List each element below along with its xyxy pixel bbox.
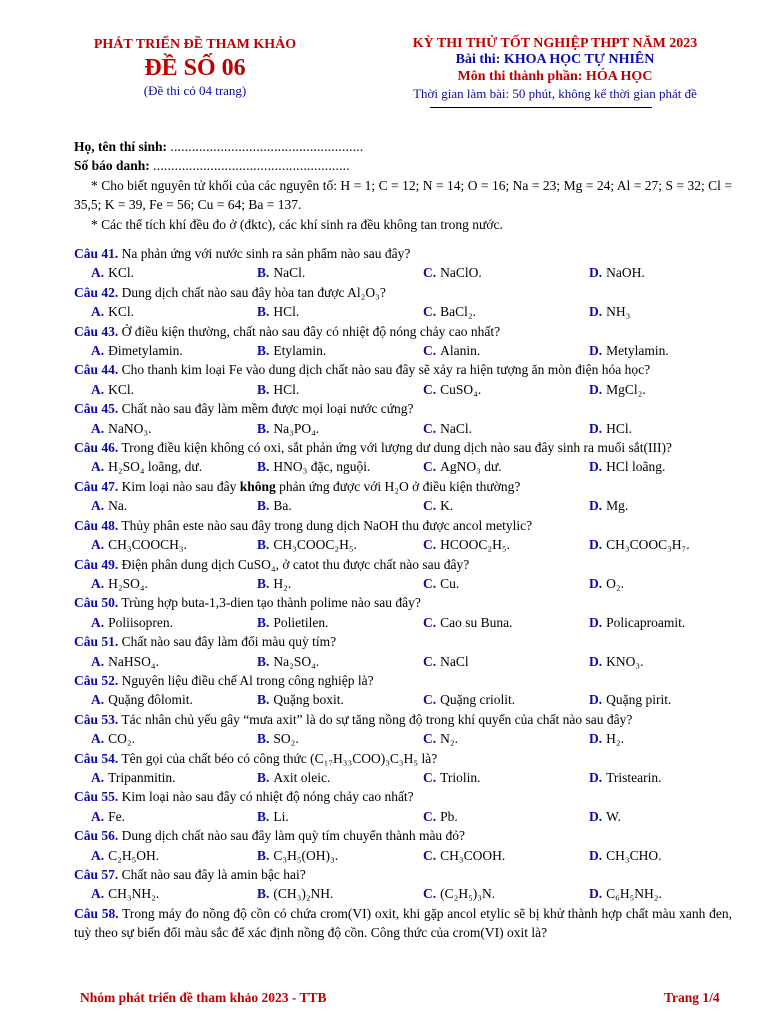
answer-option (257, 419, 423, 438)
answer-option (423, 846, 589, 865)
exam-code-title: ĐỀ SỐ 06 (144, 55, 246, 81)
option-letter: B. (257, 420, 270, 436)
question-text: Chất nào sau đây là amin bậc hai? (121, 867, 306, 882)
answer-option (257, 574, 423, 593)
option-letter: D. (589, 692, 603, 708)
answer-option (257, 884, 423, 903)
option-text: Na₃PO₄. (273, 420, 320, 436)
option-text: Axit oleic. (273, 769, 331, 785)
option-text: Etylamin. (273, 343, 327, 359)
question-number: Câu 46. (74, 440, 119, 456)
option-letter: D. (589, 420, 603, 436)
option-letter: C. (423, 381, 437, 397)
option-letter: C. (423, 653, 437, 669)
footer-group: Nhóm phát triển đề tham khảo 2023 - TTB (80, 990, 327, 1005)
option-letter: A. (91, 847, 105, 863)
option-text: Fe. (108, 808, 125, 824)
option-letter: B. (257, 808, 270, 824)
option-text: Cu. (440, 575, 460, 591)
question-stem (74, 671, 732, 690)
option-letter: C. (423, 537, 437, 553)
answer-option (423, 341, 589, 360)
option-letter: C. (423, 692, 437, 708)
option-letter: C. (423, 265, 437, 281)
answer-option (91, 768, 257, 787)
question-number: Câu 57. (74, 867, 119, 882)
answer-options (74, 496, 732, 515)
answer-option (91, 574, 257, 593)
option-text: NaClO. (440, 265, 482, 281)
question-number: Câu 53. (74, 711, 119, 727)
option-letter: B. (257, 769, 270, 785)
question-stem (74, 826, 732, 845)
question-text: phản ứng được với H₂O ở điều kiện thường? (275, 478, 521, 494)
option-letter: A. (91, 265, 105, 281)
candidate-name-label: Họ, tên thí sinh: (74, 139, 168, 154)
question-text: Điện phân dung dịch CuSO₄, ở catot thu được chất nào sau đây? (121, 556, 470, 572)
option-text: Cao su Buna. (440, 614, 513, 630)
answer-option (257, 613, 423, 632)
answer-option (257, 496, 423, 515)
question-stem (74, 399, 732, 418)
option-text: CH₃COOC₃H₇. (606, 537, 690, 553)
option-text: NH₃ (606, 304, 631, 320)
option-text: H₂. (273, 575, 292, 591)
option-text: NaCl. (273, 265, 306, 281)
answer-option (423, 807, 589, 826)
option-letter: C. (423, 847, 437, 863)
option-text: CuSO₄. (440, 381, 482, 397)
option-letter: A. (91, 381, 105, 397)
question-text: Na phản ứng với nước sinh ra sản phẩm nào sau đây? (121, 246, 411, 261)
question-text: Tên gọi của chất béo có công thức (C₁₇H₃₃COO)₃C₃H₅ là? (121, 750, 438, 766)
question-number: Câu 42. (74, 284, 119, 300)
answer-options (74, 263, 732, 282)
answer-option (589, 690, 671, 709)
option-letter: B. (257, 847, 270, 863)
answer-options (74, 613, 732, 632)
option-letter: C. (423, 731, 437, 747)
question-number: Câu 49. (74, 556, 119, 572)
answer-option (91, 729, 257, 748)
answer-options (74, 807, 732, 826)
option-letter: D. (589, 847, 603, 863)
option-text: K. (440, 498, 454, 514)
answer-option (91, 302, 257, 321)
answer-option (589, 302, 630, 321)
answer-option (91, 613, 257, 632)
answer-option (257, 341, 423, 360)
answer-option (257, 652, 423, 671)
answer-option (423, 496, 589, 515)
option-text: NaOH. (606, 265, 645, 281)
question-text: Dung dịch chất nào sau đây hòa tan được Al₂O₃? (121, 284, 386, 300)
option-letter: C. (423, 808, 437, 824)
option-letter: A. (91, 575, 105, 591)
option-text: W. (606, 808, 622, 824)
candidate-id-label: Số báo danh: (74, 158, 150, 174)
option-text: O₂. (606, 575, 624, 591)
question-number: Câu 45. (74, 401, 119, 417)
question-text: Chất nào sau đây làm đổi màu quỳ tím? (121, 634, 337, 650)
option-text: C₂H₅OH. (108, 847, 160, 863)
question-number: Câu 48. (74, 517, 119, 533)
option-letter: A. (91, 769, 105, 785)
answer-option (423, 884, 589, 903)
option-letter: D. (589, 381, 603, 397)
question-stem (74, 322, 732, 341)
answer-options (74, 535, 732, 554)
option-letter: D. (589, 886, 603, 902)
option-text: KCl. (108, 381, 135, 397)
option-text: NaCl (440, 653, 469, 669)
option-letter: A. (91, 614, 105, 630)
answer-options (74, 690, 732, 709)
answer-option (589, 729, 624, 748)
answer-option (257, 768, 423, 787)
option-letter: D. (589, 265, 603, 281)
answer-option (257, 690, 423, 709)
option-letter: D. (589, 459, 603, 475)
answer-option (257, 380, 423, 399)
option-text: HCl. (606, 420, 633, 436)
answer-options (74, 768, 732, 787)
option-text: Triolin. (440, 769, 481, 785)
option-letter: B. (257, 575, 270, 591)
option-text: Metylamin. (606, 343, 669, 359)
answer-option (91, 690, 257, 709)
option-letter: D. (589, 769, 603, 785)
answer-option (589, 652, 643, 671)
question-text: Trong máy đo nồng độ cồn có chứa crom(VI) oxit, khi gặp ancol etylic sẽ bị khử thành hợp chất màu xanh đen, tuỳ theo sự biến đổi màu sắc để xác định nồng độ cồn. Công thức của crom(VI) oxit là? (74, 905, 733, 941)
answer-option (91, 380, 257, 399)
option-letter: A. (91, 537, 105, 553)
question-number: Câu 51. (74, 634, 119, 650)
answer-options (74, 419, 732, 438)
option-letter: D. (589, 731, 603, 747)
question-number: Câu 41. (74, 246, 119, 261)
option-text: Na₂SO₄. (273, 653, 320, 669)
option-text: Pb. (440, 808, 458, 824)
answer-option (589, 613, 685, 632)
option-letter: D. (589, 653, 603, 669)
question-text: Ở điều kiện thường, chất nào sau đây có nhiệt độ nóng chảy cao nhất? (121, 323, 501, 339)
question-text: Trùng hợp buta-1,3-dien tạo thành polime nào sau đây? (121, 595, 421, 611)
candidate-name-line (74, 137, 732, 156)
question-number: Câu 56. (74, 828, 119, 844)
question-stem (74, 749, 732, 768)
option-text: HCl. (273, 381, 300, 397)
answer-option (589, 768, 662, 787)
question-number: Câu 44. (74, 362, 119, 378)
question-text: Chất nào sau đây làm mềm được mọi loại nước cứng? (121, 401, 414, 417)
header-left (70, 36, 320, 99)
question-stem (74, 904, 732, 943)
option-text: Quặng boxit. (273, 692, 344, 708)
option-letter: A. (91, 459, 105, 475)
candidate-id-fill: ....................................................... (153, 158, 350, 174)
option-text: NaCl. (440, 420, 472, 436)
option-letter: A. (91, 692, 105, 708)
answer-option (423, 457, 589, 476)
answer-option (589, 419, 632, 438)
answer-option (589, 380, 646, 399)
question-text: Trong điều kiện không có oxi, sắt phản ứng với lượng dư dung dịch nào sau đây sinh ra muối sắt(III)? (121, 440, 672, 456)
option-text: Đimetylamin. (108, 343, 183, 359)
question-number: Câu 54. (74, 750, 119, 766)
option-letter: A. (91, 731, 105, 747)
option-text: Quặng criolit. (440, 692, 516, 708)
answer-option (423, 302, 589, 321)
option-letter: C. (423, 459, 437, 475)
answer-option (91, 884, 257, 903)
answer-options (74, 846, 732, 865)
option-text: Mg. (606, 498, 629, 514)
answer-options (74, 341, 732, 360)
answer-option (589, 807, 621, 826)
answer-option (423, 263, 589, 282)
option-letter: A. (91, 886, 105, 902)
question-stem (74, 360, 732, 379)
question-stem (74, 477, 732, 496)
option-letter: D. (589, 304, 603, 320)
answer-option (91, 263, 257, 282)
answer-options (74, 457, 732, 476)
question-stem (74, 593, 732, 612)
question-stem (74, 632, 732, 651)
answer-option (423, 574, 589, 593)
option-text: HNO₃ đặc, nguội. (273, 459, 371, 475)
exam-title: KỲ THI THỬ TỐT NGHIỆP THPT NĂM 2023 (412, 36, 698, 51)
question-stem (74, 710, 732, 729)
answer-option (589, 846, 661, 865)
option-text: Tristearin. (606, 769, 662, 785)
option-letter: D. (589, 343, 603, 359)
answer-options (74, 884, 732, 903)
answer-option (589, 457, 665, 476)
answer-option (423, 652, 589, 671)
answer-options (74, 380, 732, 399)
option-text: KNO₃. (606, 653, 644, 669)
question-stem (74, 516, 732, 535)
option-letter: D. (589, 537, 603, 553)
option-text: AgNO₃ dư. (440, 459, 502, 475)
answer-option (423, 535, 589, 554)
page-number: Trang 1/4 (664, 990, 720, 1005)
exam-subject: Môn thi thành phần: HÓA HỌC (457, 69, 653, 84)
answer-option (257, 535, 423, 554)
atomic-mass-note: * Cho biết nguyên tử khối của các nguyên tố: H = 1; C = 12; N = 14; O = 16; Na = 23; Mg = 24; Al = 27; S = 32; Cl = 35,5; K = 39, Fe = 56; Cu = 64; Ba = 137. (74, 177, 732, 213)
option-letter: A. (91, 498, 105, 514)
option-letter: D. (589, 614, 603, 630)
option-text: H₂SO₄ loãng, dư. (108, 459, 203, 475)
question-stem (74, 283, 732, 302)
candidate-info (74, 137, 732, 234)
option-text: CH₃COOCH₃. (108, 537, 187, 553)
option-letter: A. (91, 653, 105, 669)
option-text: C₆H₅NH₂. (606, 886, 662, 902)
answer-option (91, 496, 257, 515)
answer-option (257, 729, 423, 748)
answer-option (91, 846, 257, 865)
option-letter: B. (257, 459, 270, 475)
option-text: Tripanmitin. (108, 769, 176, 785)
answer-option (589, 574, 624, 593)
option-text: N₂. (440, 731, 458, 747)
candidate-name-fill: ...................................................... (170, 139, 364, 154)
option-letter: D. (589, 808, 603, 824)
option-text: KCl. (108, 304, 135, 320)
header-group-title: PHÁT TRIỂN ĐỀ THAM KHẢO (93, 37, 297, 52)
option-text: CO₂. (108, 731, 135, 747)
option-letter: C. (423, 304, 437, 320)
answer-option (91, 457, 257, 476)
answer-option (257, 807, 423, 826)
question-text: Dung dịch chất nào sau đây làm quỳ tím chuyển thành màu đỏ? (121, 828, 466, 844)
page-count-note: (Đề thi có 04 trang) (143, 83, 247, 98)
answer-options (74, 729, 732, 748)
question-number: Câu 47. (74, 478, 119, 494)
option-letter: C. (423, 498, 437, 514)
answer-option (257, 302, 423, 321)
option-letter: B. (257, 343, 270, 359)
question-number: Câu 43. (74, 323, 119, 339)
question-number: Câu 50. (74, 595, 119, 611)
question-stem (74, 865, 732, 884)
exam-duration: Thời gian làm bài: 50 phút, không kể thời gian phát đề (413, 86, 697, 101)
option-letter: D. (589, 498, 603, 514)
question-stem (74, 555, 732, 574)
answer-option (589, 884, 662, 903)
answer-option (91, 341, 257, 360)
answer-option (91, 807, 257, 826)
option-text: CH₃COOC₂H₅. (273, 537, 357, 553)
option-letter: B. (257, 731, 270, 747)
question-stem (74, 244, 732, 263)
option-text: Poliisopren. (108, 614, 174, 630)
option-letter: C. (423, 886, 437, 902)
option-letter: B. (257, 537, 270, 553)
option-text: NaHSO₄. (108, 653, 159, 669)
answer-option (91, 535, 257, 554)
option-text: Li. (273, 808, 289, 824)
question-text: Kim loại nào sau đây có nhiệt độ nóng chảy cao nhất? (121, 789, 414, 805)
header-right (360, 36, 750, 102)
option-letter: C. (423, 343, 437, 359)
option-letter: B. (257, 381, 270, 397)
option-text: KCl. (108, 265, 135, 281)
question-emphasis: không (239, 478, 276, 494)
answer-options (74, 574, 732, 593)
option-letter: B. (257, 653, 270, 669)
question-number: Câu 55. (74, 789, 119, 805)
option-text: NaNO₃. (108, 420, 152, 436)
option-text: C₃H₅(OH)₃. (273, 847, 339, 863)
answer-options (74, 652, 732, 671)
answer-option (91, 419, 257, 438)
option-text: (C₂H₅)₃N. (440, 886, 496, 902)
question-number: Câu 52. (74, 672, 119, 688)
option-letter: B. (257, 265, 270, 281)
option-text: Quặng đôlomit. (108, 692, 193, 708)
option-letter: B. (257, 304, 270, 320)
answer-option (91, 652, 257, 671)
option-letter: B. (257, 886, 270, 902)
answer-option (589, 535, 690, 554)
question-text: Kim loại nào sau đây (121, 478, 240, 494)
option-text: BaCl₂. (440, 304, 476, 320)
question-number: Câu 58. (74, 905, 119, 921)
question-text: Nguyên liệu điều chế Al trong công nghiệp là? (121, 672, 374, 688)
exam-section: Bài thi: KHOA HỌC TỰ NHIÊN (455, 52, 655, 67)
option-text: HCl loãng. (606, 459, 666, 475)
option-text: H₂. (606, 731, 624, 747)
header-divider (430, 107, 652, 108)
question-text: Tác nhân chủ yếu gây “mưa axit” là do sự tăng nồng độ trong khí quyển của chất nào sau đây? (121, 711, 633, 727)
answer-option (589, 341, 669, 360)
option-text: Polietilen. (273, 614, 329, 630)
option-letter: A. (91, 420, 105, 436)
option-text: MgCl₂. (606, 381, 646, 397)
option-text: HCl. (273, 304, 300, 320)
option-text: CH₃CHO. (606, 847, 662, 863)
option-letter: D. (589, 575, 603, 591)
option-letter: A. (91, 304, 105, 320)
option-text: SO₂. (273, 731, 299, 747)
answer-options (74, 302, 732, 321)
option-letter: B. (257, 692, 270, 708)
option-letter: B. (257, 498, 270, 514)
answer-option (423, 768, 589, 787)
option-letter: A. (91, 343, 105, 359)
answer-option (423, 419, 589, 438)
answer-option (423, 380, 589, 399)
answer-option (589, 496, 628, 515)
answer-option (423, 729, 589, 748)
answer-option (257, 263, 423, 282)
question-text: Thủy phân este nào sau đây trong dung dịch NaOH thu được ancol metylic? (121, 517, 533, 533)
answer-option (423, 613, 589, 632)
answer-option (257, 846, 423, 865)
answer-option (257, 457, 423, 476)
option-text: Na. (108, 498, 128, 514)
option-text: CH₃COOH. (440, 847, 506, 863)
option-letter: C. (423, 614, 437, 630)
answer-option (423, 690, 589, 709)
question-text: Cho thanh kim loại Fe vào dung dịch chất nào sau đây sẽ xảy ra hiện tượng ăn mòn điện hóa học? (121, 362, 651, 378)
option-text: (CH₃)₂NH. (273, 886, 334, 902)
question-stem (74, 438, 732, 457)
gas-volume-note: * Các thể tích khí đều đo ở (đktc), các khí sinh ra đều không tan trong nước. (91, 216, 503, 232)
option-text: HCOOC₂H₅. (440, 537, 510, 553)
question-list (74, 244, 732, 943)
option-letter: A. (91, 808, 105, 824)
option-text: Quặng pirit. (606, 692, 672, 708)
option-letter: C. (423, 420, 437, 436)
candidate-id-line (74, 156, 732, 175)
option-letter: C. (423, 769, 437, 785)
question-stem (74, 787, 732, 806)
option-text: Ba. (273, 498, 292, 514)
option-text: Alanin. (440, 343, 481, 359)
answer-option (589, 263, 645, 282)
option-text: Policaproamit. (606, 614, 686, 630)
option-letter: B. (257, 614, 270, 630)
option-text: CH₃NH₂. (108, 886, 160, 902)
option-letter: C. (423, 575, 437, 591)
option-text: H₂SO₄. (108, 575, 148, 591)
